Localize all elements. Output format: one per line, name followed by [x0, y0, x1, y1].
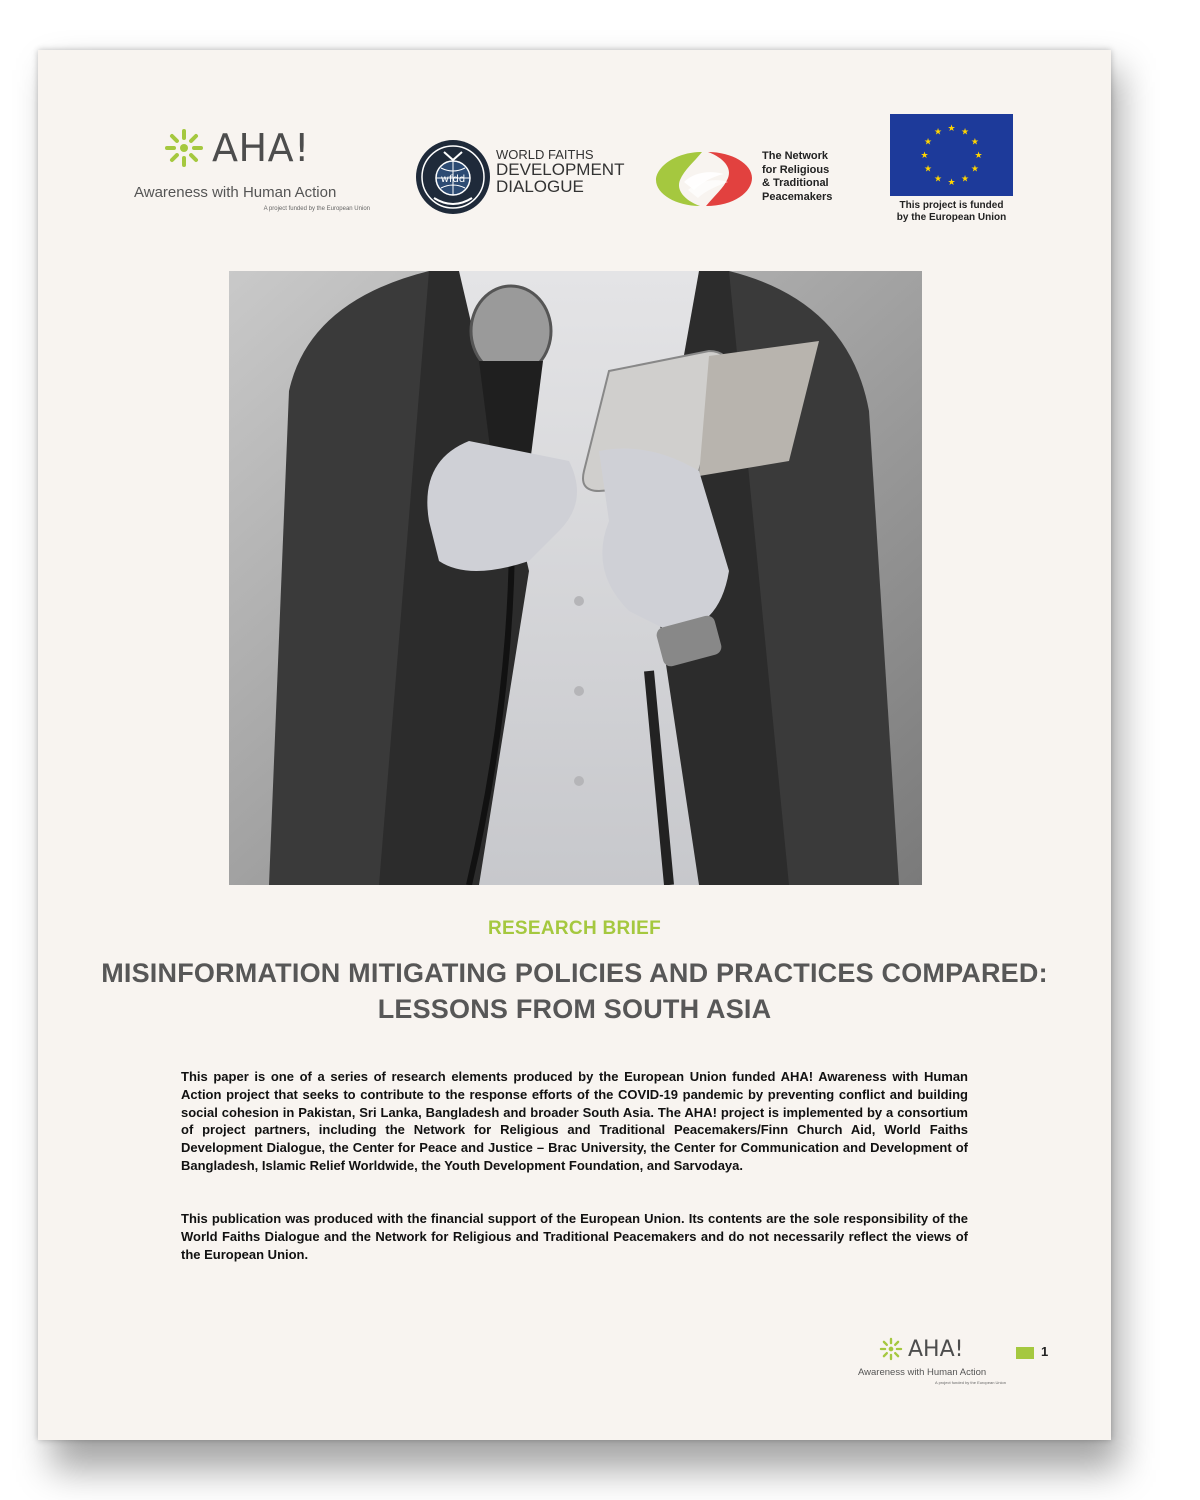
eu-star-icon: ★	[960, 126, 970, 137]
wfdd-line-2: DEVELOPMENT	[496, 160, 625, 179]
eu-star-icon: ★	[947, 123, 956, 133]
wfdd-line-3: DIALOGUE	[496, 177, 584, 196]
cover-photo	[229, 271, 922, 885]
aha-logo	[134, 122, 374, 212]
footer-aha-logo	[858, 1333, 1008, 1393]
network-logo	[654, 146, 854, 216]
eu-star-icon: ★	[924, 136, 933, 147]
eu-star-icon: ★	[974, 150, 983, 160]
eu-star-icon: ★	[960, 173, 970, 184]
network-hands-icon	[654, 146, 754, 212]
eu-star-icon: ★	[947, 177, 956, 187]
disclaimer-paragraph: This publication was produced with the financial support of the European Union. Its contents are the sole responsibility of the World Faiths Dialogue and the Network for Religious and Traditional Peacemakers and do not necessarily reflect the views of the European Union.	[181, 1211, 968, 1262]
document-title: MISINFORMATION MITIGATING POLICIES AND PRACTICES COMPARED: LESSONS FROM SOUTH ASIA	[101, 958, 1048, 1024]
page-number-marker	[1016, 1347, 1034, 1359]
eu-star-icon: ★	[970, 163, 979, 174]
document-page	[38, 50, 1111, 1440]
eu-star-icon: ★	[933, 173, 943, 184]
aha-logo-name: AHA!	[212, 126, 310, 170]
eu-star-icon: ★	[970, 136, 979, 147]
wfdd-line-1: WORLD FAITHS	[496, 147, 594, 162]
research-brief-label: RESEARCH BRIEF	[487, 918, 662, 939]
footer-aha-tagline: A project funded by the European Union	[935, 1380, 1006, 1385]
intro-paragraph: This paper is one of a series of research elements produced by the European Union funded AHA! Awareness with Human Action project that seeks to contribute to the response efforts of the COVID-19 pandemic by preventing conflict and building social cohesion in Pakistan, Sri Lanka, Bangladesh and broader South Asia. The AHA! project is implemented by a consortium of project partners, including the Network for Religious and Traditional Peacemakers/Finn Church Aid, World Faiths Development Dialogue, the Center for Peace and Justice – Brac University, the Center for Communication and Development of Bangladesh, Islamic Relief Worldwide, the Youth Development Foundation, and Sarvodaya.	[181, 1069, 968, 1173]
aha-logo-tagline: A project funded by the European Union	[263, 206, 370, 212]
page-number: 1	[1041, 1344, 1049, 1359]
eu-logo	[890, 114, 1014, 244]
aha-flower-icon	[878, 1336, 904, 1362]
footer-aha-name: AHA!	[908, 1336, 964, 1362]
eu-caption: This project is funded by the European Union	[896, 200, 1007, 223]
eu-flag-icon	[890, 114, 1013, 196]
eu-star-icon: ★	[920, 150, 929, 160]
eu-star-icon: ★	[933, 126, 943, 137]
footer-aha-subtitle: Awareness with Human Action	[858, 1367, 987, 1378]
wfdd-logo	[414, 138, 629, 218]
aha-flower-icon	[162, 126, 206, 170]
eu-star-icon: ★	[924, 163, 933, 174]
aha-logo-subtitle: Awareness with Human Action	[134, 184, 337, 201]
wfdd-globe-icon	[414, 138, 492, 216]
network-logo-text: The Network for Religious & Traditional Peacemakers	[762, 150, 833, 203]
wfdd-emblem-text: wfdd	[440, 174, 466, 185]
